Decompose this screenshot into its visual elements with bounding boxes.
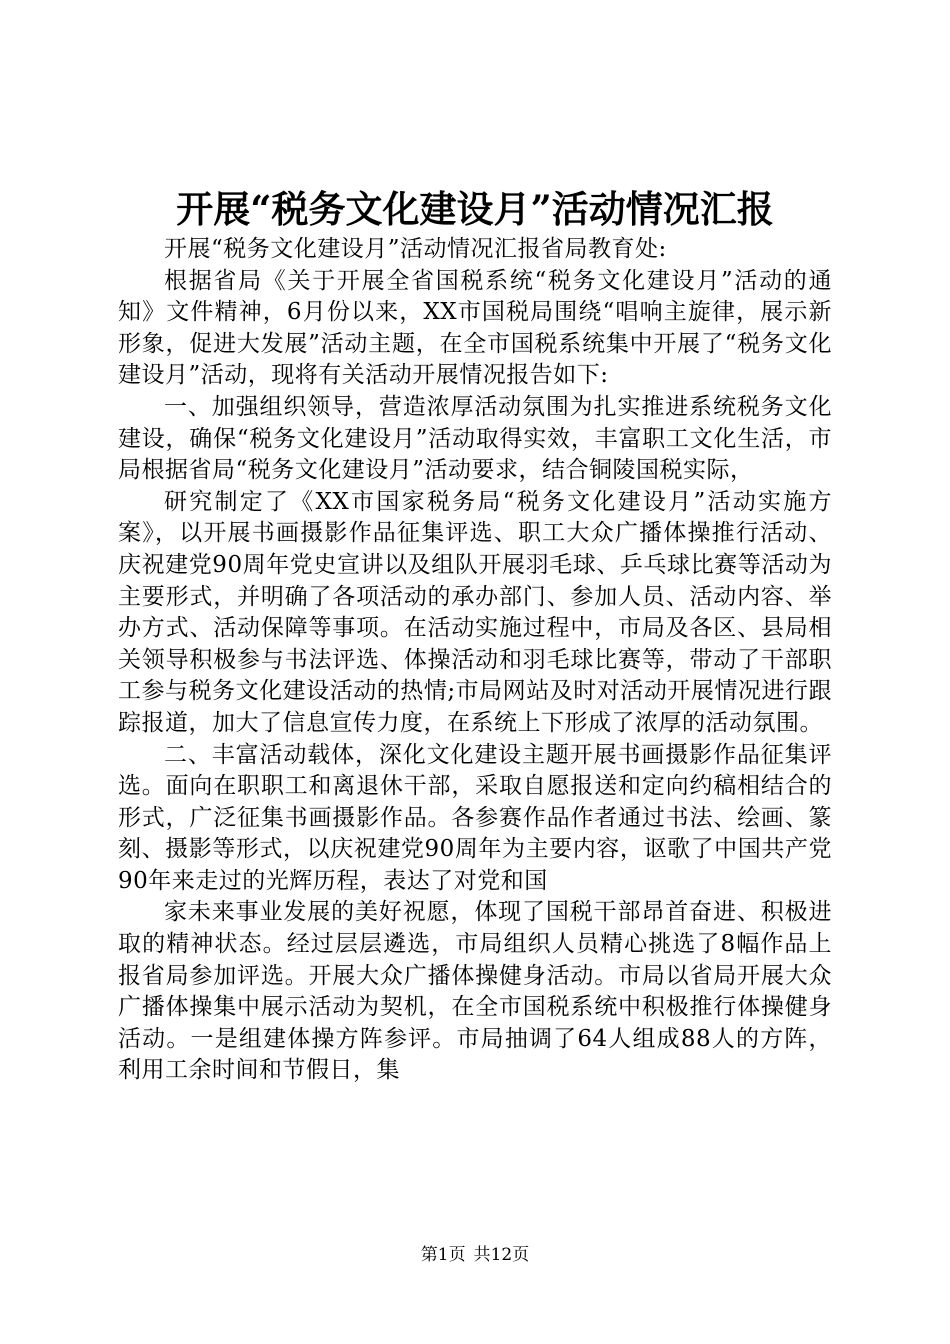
salutation-paragraph: 开展“税务文化建设月”活动情况汇报省局教育处: <box>164 236 667 262</box>
page-footer <box>0 1243 950 1267</box>
intro-paragraph: 根据省局《关于开展全省国税系统“税务文化建设月”活动的通知》文件精神，6月份以来，XX市国税局围绕“唱响主旋律，展示新形象，促进大发展”活动主题，在全市国税系统集中开展了“税务文化建设月”活动，现将有关活动开展情况报告如下: <box>118 267 832 389</box>
page-number: 第1页 <box>420 1245 466 1265</box>
implementation-paragraph: 研究制定了《XX市国家税务局“税务文化建设月”活动实施方案》，以开展书画摄影作品征集评选、职工大众广播体操推行活动、庆祝建党90周年党史宣讲以及组队开展羽毛球、乒乓球比赛等活动为主要形式，并明确了各项活动的承办部门、参加人员、活动内容、举办方式、活动保障等事项。在活动实施过程中，市局及各区、县局相关领导积极参与书法评选、体操活动和羽毛球比赛等，带动了干部职工参与税务文化建设活动的热情;市局网站及时对活动开展情况进行跟踪报道，加大了信息宣传力度，在系统上下形成了浓厚的活动氛围。 <box>118 488 832 736</box>
total-pages: 共12页 <box>473 1245 530 1265</box>
document-body <box>118 234 832 1087</box>
section-one-paragraph: 一、加强组织领导，营造浓厚活动氛围为扎实推进系统税务文化建设，确保“税务文化建设月”活动取得实效，丰富职工文化生活，市局根据省局“税务文化建设月”活动要求，结合铜陵国税实际， <box>118 393 832 484</box>
section-two-paragraph: 二、丰富活动载体，深化文化建设主题开展书画摄影作品征集评选。面向在职职工和离退休干部，采取自愿报送和定向约稿相结合的形式，广泛征集书画摄影作品。各参赛作品作者通过书法、绘画、篆刻、摄影等形式，以庆祝建党90周年为主要内容，讴歌了中国共产党90年来走过的光辉历程，表达了对党和国 <box>118 741 832 894</box>
document-title: 开展“税务文化建设月”活动情况汇报 <box>176 187 774 231</box>
continuation-paragraph: 家未来事业发展的美好祝愿，体现了国税干部昂首奋进、积极进取的精神状态。经过层层遴选，市局组织人员精心挑选了8幅作品上报省局参加评选。开展大众广播体操健身活动。市局以省局开展大众广播体操集中展示活动为契机，在全市国税系统中积极推行体操健身活动。一是组建体操方阵参评。市局抽调了64人组成88人的方阵，利用工余时间和节假日，集 <box>118 899 832 1084</box>
